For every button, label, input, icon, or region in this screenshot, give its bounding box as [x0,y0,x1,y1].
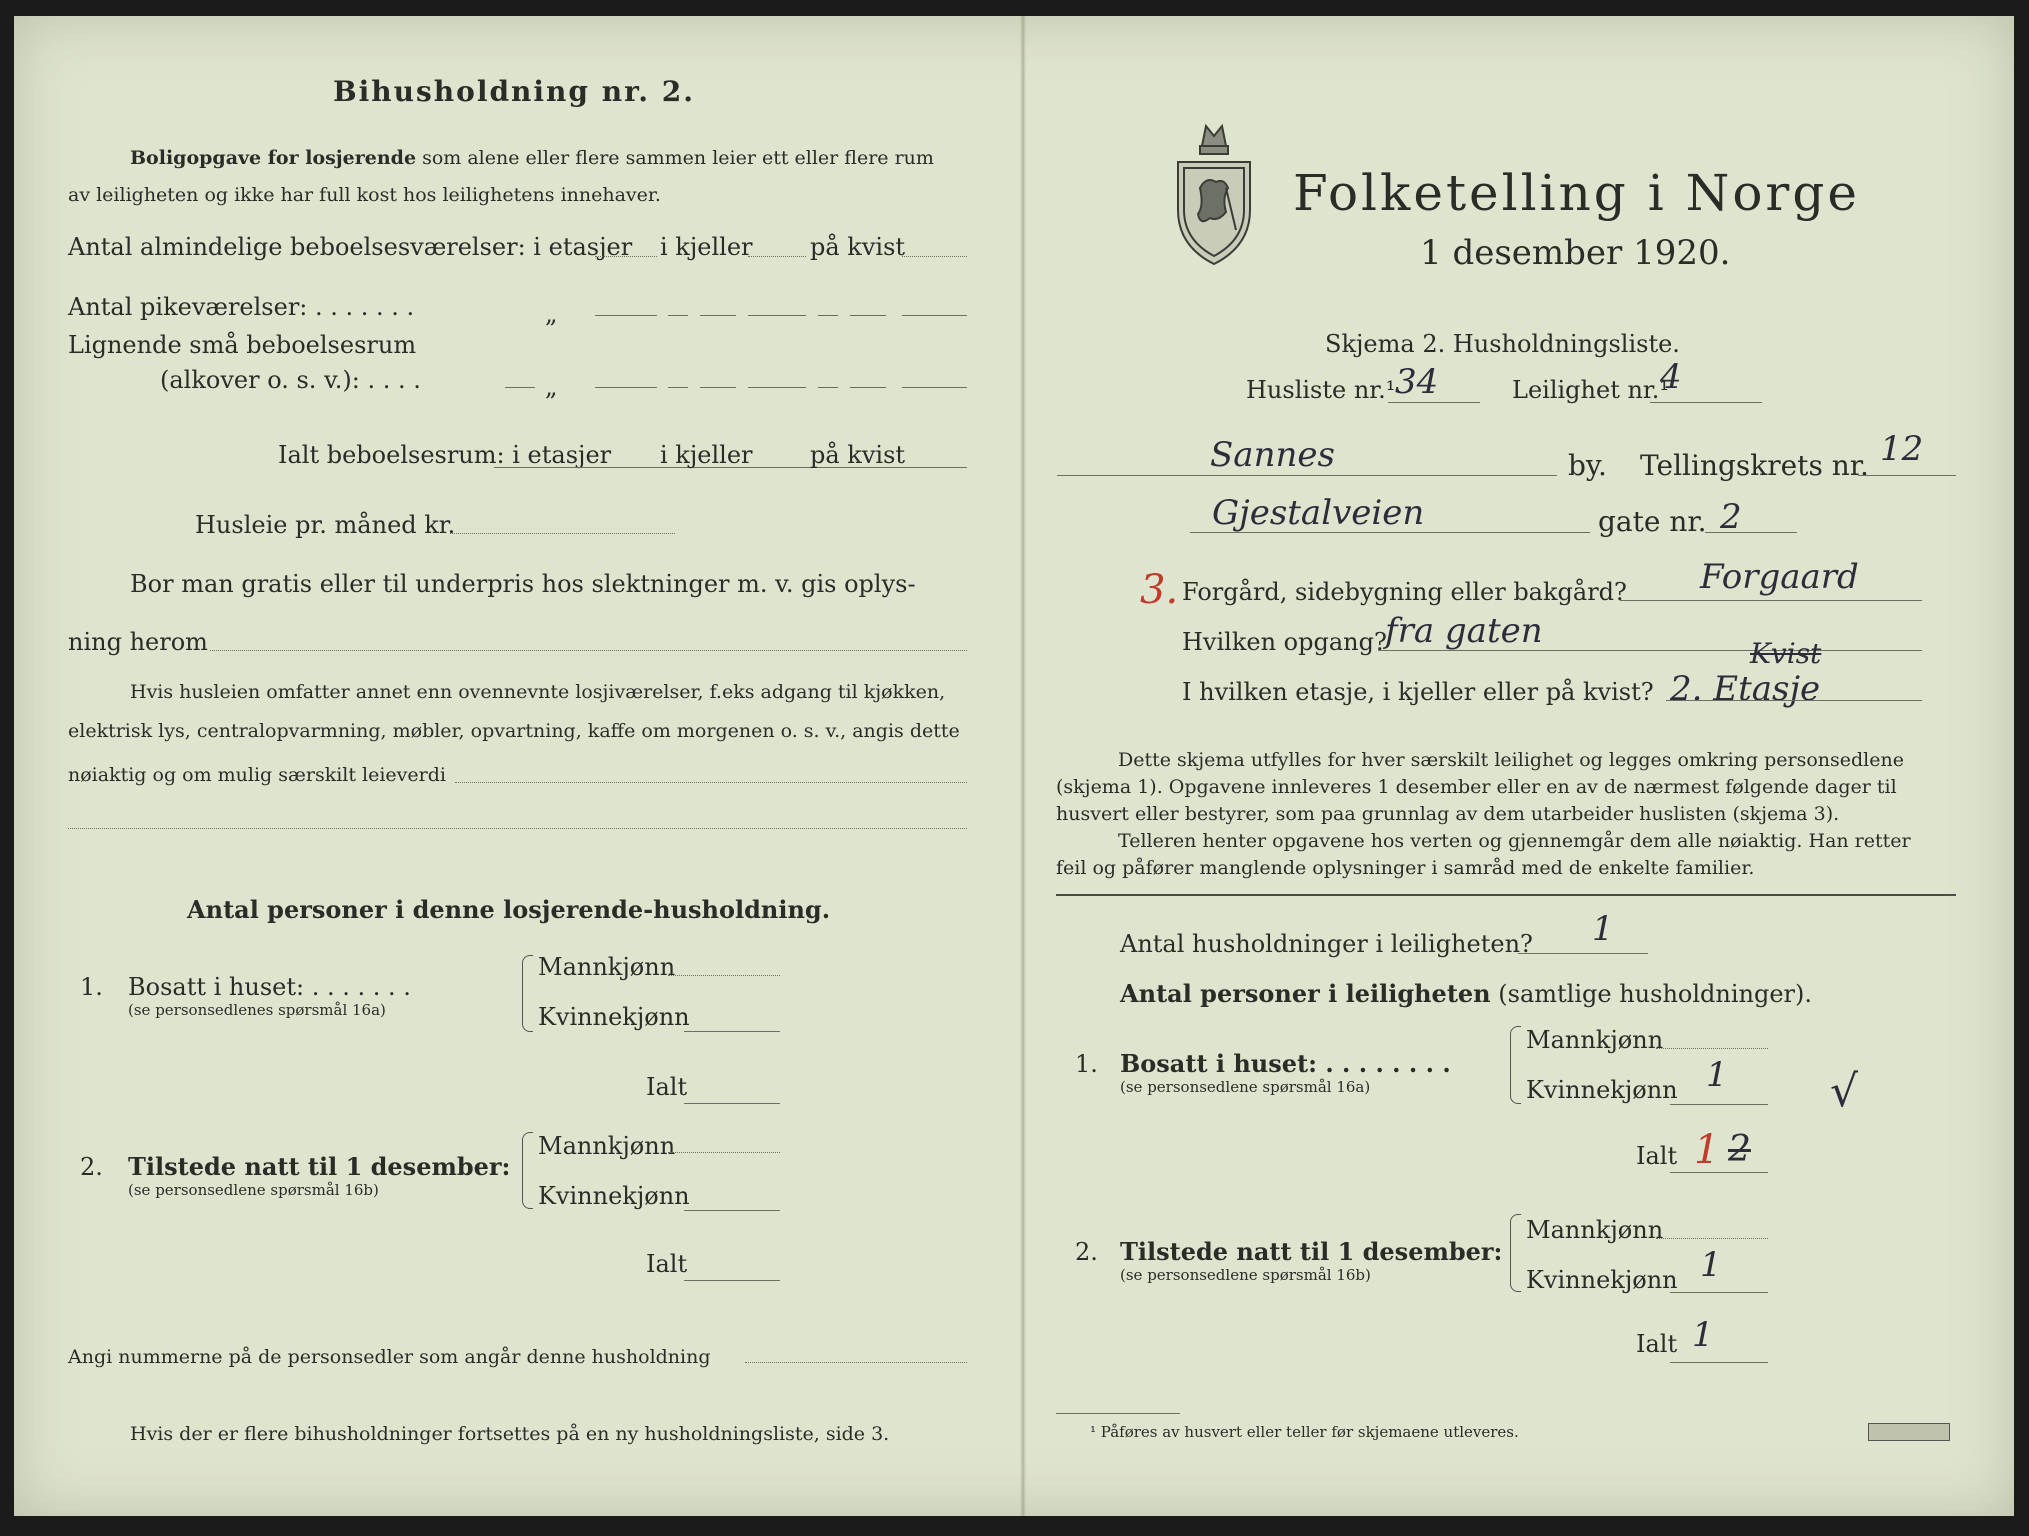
skjema-label: Skjema 2. Husholdningsliste. [1325,330,1680,358]
etasje-label: I hvilken etasje, i kjeller eller på kvist? [1182,678,1654,706]
right-q1-mann-field [1656,1048,1768,1049]
left-q2-kvinne-field [684,1210,780,1211]
ialt-rooms-label: Ialt beboelsesrum: i etasjer [278,441,612,469]
instr-line-1: Dette skjema utfylles for hver særskilt leilighet og legges omkring personsedlene [1118,749,1904,771]
gratis-field [210,650,967,651]
lignende-kvist-field [902,387,967,388]
right-q1-ialt-value: 1 [1694,1127,1720,1173]
pike-dash-4 [850,315,886,316]
forgaard-label: Forgård, sidebygning eller bakgård? [1182,578,1627,606]
city-value: Sannes [1210,435,1335,475]
pike-label: Antal pikeværelser: . . . . . . . [68,293,415,321]
left-q2-ialt-field [684,1280,780,1281]
hvis-line-1: Hvis husleien omfatter annet enn ovennevnte losjiværelser, f.eks adgang til kjøkken, [130,681,946,703]
rooms-kvist-label: på kvist [810,233,906,261]
husleie-field [450,533,675,534]
forgaard-field [1620,600,1922,601]
rooms-kjeller-field [748,256,806,257]
instructions-divider [1056,894,1956,896]
angi-field [745,1362,967,1363]
etasje-struck-value: Kvist [1750,637,1822,670]
husleie-label: Husleie pr. måned kr. [195,511,456,539]
right-q1-label: Bosatt i huset: . . . . . . . . [1120,1049,1451,1078]
right-q2-ialt-value: 1 [1692,1315,1714,1355]
leilighet-value: 4 [1660,357,1682,397]
right-q1-kvinne-label: Kvinnekjønn [1526,1076,1678,1104]
right-q1-ialt-struck-value: 2 [1728,1129,1751,1170]
krets-value: 12 [1880,429,1924,469]
lignende-dash-1 [668,387,688,388]
intro-line-1 [130,149,934,168]
right-q2-label: Tilstede natt til 1 desember: [1120,1237,1503,1266]
lignende-lead-field [505,387,535,388]
right-q2-ialt-field [1670,1362,1768,1363]
lignende-dash-2 [700,387,736,388]
left-q1-bracket [522,955,533,1032]
forgaard-value: Forgaard [1700,557,1859,597]
leilighet-label: Leilighet nr.¹ [1512,376,1670,404]
left-q2-bracket [522,1132,533,1209]
right-q1-mann-label: Mannkjønn [1526,1026,1664,1054]
pike-kvist-field [902,315,967,316]
left-q2-mann-label: Mannkjønn [538,1132,676,1160]
lignende-label-2: (alkover o. s. v.): . . . . [160,366,421,394]
left-q1-sub: (se personsedlenes spørsmål 16a) [128,1001,386,1019]
hush-label: Antal husholdninger i leiligheten? [1120,930,1533,958]
left-q2-ialt-label: Ialt [646,1250,688,1278]
right-q2-sub: (se personsedlene spørsmål 16b) [1120,1266,1371,1284]
rooms-label: Antal almindelige beboelsesværelser: i etasjer [68,233,633,261]
left-q1-label: Bosatt i huset: . . . . . . . [128,973,411,1001]
pike-quote-mark: „ [545,300,558,328]
ialt-kvist-label: på kvist [810,441,906,469]
gratis-line-2: ning herom [68,628,208,656]
left-footer-note: Hvis der er flere bihusholdninger fortsettes på en ny husholdningsliste, side 3. [130,1423,890,1445]
right-persons-heading-bold: Antal personer i leiligheten [1120,979,1491,1008]
lignende-kjeller-field [748,387,806,388]
ialt-kjeller-label: i kjeller [660,441,753,469]
left-q1-number: 1. [80,973,103,1001]
right-q2-kvinne-field [1670,1292,1768,1293]
etasje-field [1666,700,1922,701]
right-q2-bracket [1510,1214,1521,1292]
hvis-line-2: elektrisk lys, centralopvarmning, møbler, opvartning, kaffe om morgenen o. s. v., angis dette [68,720,960,742]
right-q1-kvinne-value: 1 [1706,1055,1728,1095]
right-q2-kvinne-label: Kvinnekjønn [1526,1266,1678,1294]
right-q1-bracket [1510,1026,1521,1104]
hvis-field-2 [68,828,967,829]
intro-line-2: av leiligheten og ikke har full kost hos leilighetens innehaver. [68,184,661,206]
instr-line-2: (skjema 1). Opgavene innleveres 1 desember eller en av de nærmest følgende dager til [1056,776,1897,798]
right-q1-sub: (se personsedlene spørsmål 16a) [1120,1078,1371,1096]
pike-dash-2 [700,315,736,316]
instr-line-4: Telleren henter opgavene hos verten og gjennemgår dem alle nøiaktig. Han retter [1118,830,1911,852]
gratis-line-1: Bor man gratis eller til underpris hos slektninger m. v. gis oplys- [130,570,916,598]
hush-value: 1 [1592,909,1614,949]
right-q1-number: 1. [1075,1050,1098,1078]
right-q1-ialt-label: Ialt [1636,1142,1678,1170]
krets-field [1858,475,1956,476]
hush-field [1518,953,1648,954]
leilighet-field [1650,402,1762,403]
left-q2-kvinne-label: Kvinnekjønn [538,1182,690,1210]
left-persons-heading: Antal personer i denne losjerende-husholdning. [187,895,831,924]
right-title: Folketelling i Norge [1293,164,1860,222]
left-q1-kvinne-field [684,1031,780,1032]
lignende-etasjer-field [595,387,657,388]
right-persons-heading-rest: (samtlige husholdninger). [1498,980,1813,1008]
left-q2-number: 2. [80,1153,103,1181]
right-q2-kvinne-value: 1 [1700,1245,1722,1285]
left-q1-ialt-label: Ialt [646,1073,688,1101]
opgang-value: fra gaten [1385,611,1543,651]
lignende-dash-3 [818,387,838,388]
left-q1-kvinne-label: Kvinnekjønn [538,1003,690,1031]
right-date: 1 desember 1920. [1420,233,1731,273]
rooms-kvist-field [902,256,967,257]
right-q2-mann-label: Mannkjønn [1526,1216,1664,1244]
pike-etasjer-field [595,315,657,316]
lignende-dash-4 [850,387,886,388]
footnote: ¹ Påføres av husvert eller teller før skjemaene utleveres. [1090,1423,1519,1441]
city-field [1057,475,1557,476]
pike-kjeller-field [748,315,806,316]
printer-stamp [1868,1423,1950,1441]
rooms-kjeller-label: i kjeller [660,233,753,261]
left-q1-ialt-field [684,1103,780,1104]
left-q2-mann-field [668,1152,780,1153]
husliste-value: 34 [1395,362,1439,402]
gate-field [1705,532,1797,533]
pike-dash-1 [668,315,688,316]
street-field [1190,532,1590,533]
right-q2-ialt-label: Ialt [1636,1330,1678,1358]
pike-dash-3 [818,315,838,316]
footnote-rule [1056,1413,1180,1414]
intro-rest: som alene eller flere sammen leier ett eller flere rum [422,147,934,169]
krets-label: Tellingskrets nr. [1640,449,1869,482]
opgang-label: Hvilken opgang? [1182,628,1387,656]
left-title: Bihusholdning nr. 2. [333,75,695,108]
instr-line-3: husvert eller bestyrer, som paa grunnlag av dem utarbeider huslisten (skjema 3). [1056,803,1840,825]
hvis-field-1 [455,782,967,783]
street-value: Gjestalveien [1212,493,1425,533]
left-q2-label: Tilstede natt til 1 desember: [128,1152,511,1181]
intro-bold: Boligopgave for losjerende [130,147,417,169]
husliste-field [1388,402,1480,403]
left-q2-sub: (se personsedlene spørsmål 16b) [128,1181,379,1199]
red-annotation: 3. [1140,567,1179,613]
page-fold [1020,16,1026,1516]
rooms-etasjer-field [595,256,657,257]
hvis-line-3: nøiaktig og om mulig særskilt leieverdi [68,764,446,786]
right-q1-ialt-field [1670,1172,1768,1173]
lignende-quote-mark: „ [545,373,558,401]
opgang-field [1378,650,1922,651]
by-label: by. [1568,449,1607,482]
gate-label: gate nr. [1598,505,1707,538]
etasje-value: 2. Etasje [1670,669,1821,709]
instr-line-5: feil og påfører manglende oplysninger i samråd med de enkelte familier. [1056,857,1755,879]
right-persons-heading [1120,979,1813,1008]
right-q2-number: 2. [1075,1238,1098,1266]
gate-value: 2 [1720,497,1742,537]
angi-label: Angi nummerne på de personsedler som angår denne husholdning [68,1346,711,1368]
left-q1-mann-field [668,975,780,976]
check-mark-icon: √ [1830,1066,1859,1117]
norwegian-coat-of-arms-icon [1170,118,1258,268]
right-q2-mann-field [1656,1238,1768,1239]
husliste-label: Husliste nr.¹ [1246,376,1396,404]
lignende-label-1: Lignende små beboelsesrum [68,331,417,359]
right-q1-kvinne-field [1670,1104,1768,1105]
left-q1-mann-label: Mannkjønn [538,953,676,981]
